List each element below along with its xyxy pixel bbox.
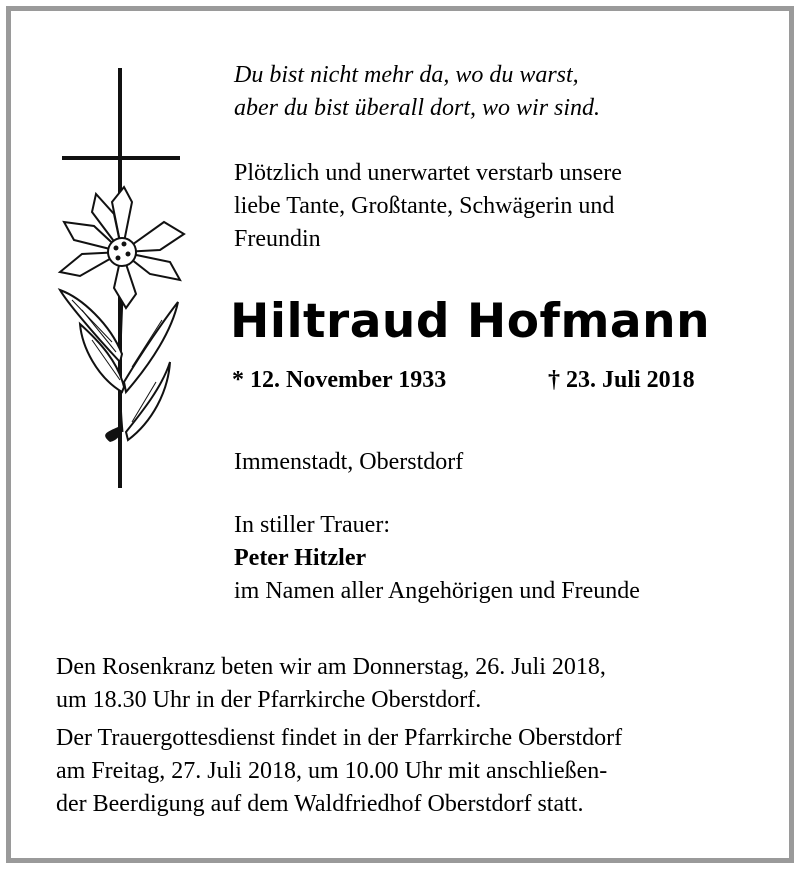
mourners-intro: In stiller Trauer: <box>234 512 390 538</box>
edelweiss-flower <box>60 187 184 308</box>
rosary-notice <box>56 651 606 717</box>
cross-horizontal-bar <box>62 156 180 160</box>
mourners-on-behalf: im Namen aller Angehörigen und Freunde <box>234 578 640 604</box>
birth-date: * 12. November 1933 <box>232 367 447 393</box>
cross-edelweiss-illustration <box>52 62 192 492</box>
mourners <box>234 509 640 608</box>
announcement <box>234 157 622 256</box>
motto-line-2: aber du bist überall dort, wo wir sind. <box>234 95 601 121</box>
mourner-name: Peter Hitzler <box>234 545 367 571</box>
announcement-line-3: Freundin <box>234 226 321 252</box>
deceased-name: Hiltraud Hofmann <box>230 294 711 349</box>
leaf-right <box>124 302 178 392</box>
funeral-notice <box>56 722 622 821</box>
residence-place: Immenstadt, Oberstdorf <box>234 449 464 475</box>
announcement-line-1: Plötzlich und unerwartet verstarb unsere <box>234 160 622 186</box>
announcement-line-2: liebe Tante, Großtante, Schwägerin und <box>234 193 615 219</box>
rosary-line-1: Den Rosenkranz beten wir am Donnerstag, 26. Juli 2018, <box>56 654 606 680</box>
funeral-line-3: der Beerdigung auf dem Waldfriedhof Oberstdorf statt. <box>56 791 584 817</box>
funeral-line-2: am Freitag, 27. Juli 2018, um 10.00 Uhr mit anschließen- <box>56 758 608 784</box>
motto-line-1: Du bist nicht mehr da, wo du warst, <box>234 62 579 88</box>
motto <box>234 59 600 125</box>
funeral-line-1: Der Trauergottesdienst findet in der Pfarrkirche Oberstdorf <box>56 725 623 751</box>
rosary-line-2: um 18.30 Uhr in der Pfarrkirche Oberstdorf. <box>56 687 482 713</box>
death-date: † 23. Juli 2018 <box>548 367 695 393</box>
